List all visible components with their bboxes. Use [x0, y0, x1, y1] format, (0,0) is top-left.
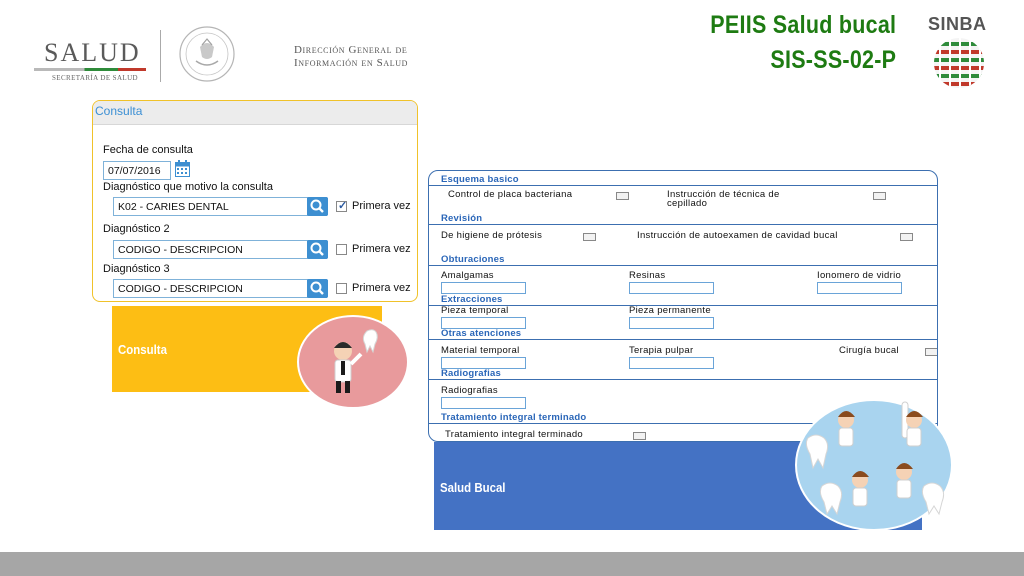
resinas-label: Resinas	[629, 270, 666, 281]
sinba-logo-text: SINBA	[928, 14, 987, 34]
otras-section-title: Otras atenciones	[441, 328, 522, 339]
footer-bar	[0, 552, 1024, 576]
pieza-permanente-label: Pieza permanente	[629, 305, 711, 316]
diag3-search-icon[interactable]	[307, 279, 328, 298]
calendar-icon[interactable]	[175, 160, 190, 177]
fecha-input[interactable]: 07/07/2016	[103, 161, 171, 180]
instruccion-cepillado-label-1: Instrucción de técnica de	[667, 189, 780, 200]
resinas-input[interactable]	[629, 282, 714, 294]
dgis-line1: Dirección General de	[294, 44, 408, 56]
diag3-primera-label: Primera vez	[352, 282, 411, 294]
instruccion-cepillado-checkbox[interactable]	[873, 192, 886, 200]
extracciones-section-title: Extracciones	[441, 294, 503, 305]
diag2-label: Diagnóstico 2	[103, 223, 170, 235]
diag1-primera-checkbox[interactable]	[336, 201, 347, 212]
cirugia-bucal-checkbox[interactable]	[925, 348, 938, 356]
consulta-form	[92, 100, 418, 302]
cirugia-bucal-label: Cirugía bucal	[839, 345, 899, 356]
section-divider	[429, 265, 937, 266]
dentist-illustration-icon	[297, 315, 409, 409]
consulta-tile-label: Consulta	[118, 342, 167, 357]
autoexamen-label: Instrucción de autoexamen de cavidad bucal	[637, 230, 838, 241]
pieza-permanente-input[interactable]	[629, 317, 714, 329]
radiografias-input[interactable]	[441, 397, 526, 409]
diag2-search-icon[interactable]	[307, 240, 328, 259]
fecha-label: Fecha de consulta	[103, 144, 193, 156]
dgis-line2: Información en Salud	[294, 57, 408, 69]
tratamiento-label: Tratamiento integral terminado	[445, 429, 584, 440]
salud-bucal-tile-label: Salud Bucal	[440, 480, 506, 495]
sinba-globe-icon	[932, 36, 986, 90]
ionomero-label: Ionomero de vidrio	[817, 270, 902, 281]
ionomero-input[interactable]	[817, 282, 902, 294]
salud-logo-word: SALUD	[44, 38, 141, 67]
salud-logo	[34, 38, 146, 82]
higiene-protesis-checkbox[interactable]	[583, 233, 596, 241]
consulta-form-header: Consulta	[93, 101, 417, 125]
pieza-temporal-label: Pieza temporal	[441, 305, 509, 316]
instruccion-cepillado-label-2: cepillado	[667, 198, 708, 209]
section-divider	[429, 185, 937, 186]
diag3-primera-checkbox[interactable]	[336, 283, 347, 294]
obturaciones-section-title: Obturaciones	[441, 254, 505, 265]
mexico-seal-icon	[178, 25, 236, 83]
dental-team-illustration-icon	[794, 398, 954, 532]
amalgamas-label: Amalgamas	[441, 270, 494, 281]
header-divider	[160, 30, 161, 82]
diag2-primera-label: Primera vez	[352, 243, 411, 255]
diag1-search-icon[interactable]	[307, 197, 328, 216]
page-title-line2: SIS-SS-02-P	[770, 46, 896, 74]
tratamiento-checkbox[interactable]	[633, 432, 646, 440]
section-divider	[429, 339, 937, 340]
autoexamen-checkbox[interactable]	[900, 233, 913, 241]
page-title-line1: PEIIS Salud bucal	[709, 11, 896, 39]
section-divider	[429, 379, 937, 380]
dgis-logo-text	[294, 44, 408, 70]
section-divider	[429, 224, 937, 225]
material-temporal-label: Material temporal	[441, 345, 520, 356]
terapia-pulpar-input[interactable]	[629, 357, 714, 369]
diag1-primera-label: Primera vez	[352, 200, 411, 212]
salud-logo-bar	[34, 68, 146, 71]
page-title	[710, 8, 896, 78]
radiografias-section-title: Radiografias	[441, 368, 501, 379]
diag1-label: Diagnóstico que motivo la consulta	[103, 181, 273, 193]
salud-logo-subtitle: SECRETARÍA DE SALUD	[52, 74, 138, 82]
tratamiento-section-title: Tratamiento integral terminado	[441, 412, 587, 423]
diag1-input[interactable]: K02 - CARIES DENTAL	[113, 197, 308, 216]
diag3-label: Diagnóstico 3	[103, 263, 170, 275]
diag2-primera-checkbox[interactable]	[336, 244, 347, 255]
diag3-input[interactable]: CODIGO - DESCRIPCION	[113, 279, 308, 298]
amalgamas-input[interactable]	[441, 282, 526, 294]
control-placa-checkbox[interactable]	[616, 192, 629, 200]
control-placa-label: Control de placa bacteriana	[448, 189, 573, 200]
higiene-protesis-label: De higiene de prótesis	[441, 230, 543, 241]
diag2-input[interactable]: CODIGO - DESCRIPCION	[113, 240, 308, 259]
terapia-pulpar-label: Terapia pulpar	[629, 345, 694, 356]
esquema-section-title: Esquema basico	[441, 174, 519, 185]
revision-section-title: Revisión	[441, 213, 483, 224]
radiografias-label: Radiografias	[441, 385, 498, 396]
